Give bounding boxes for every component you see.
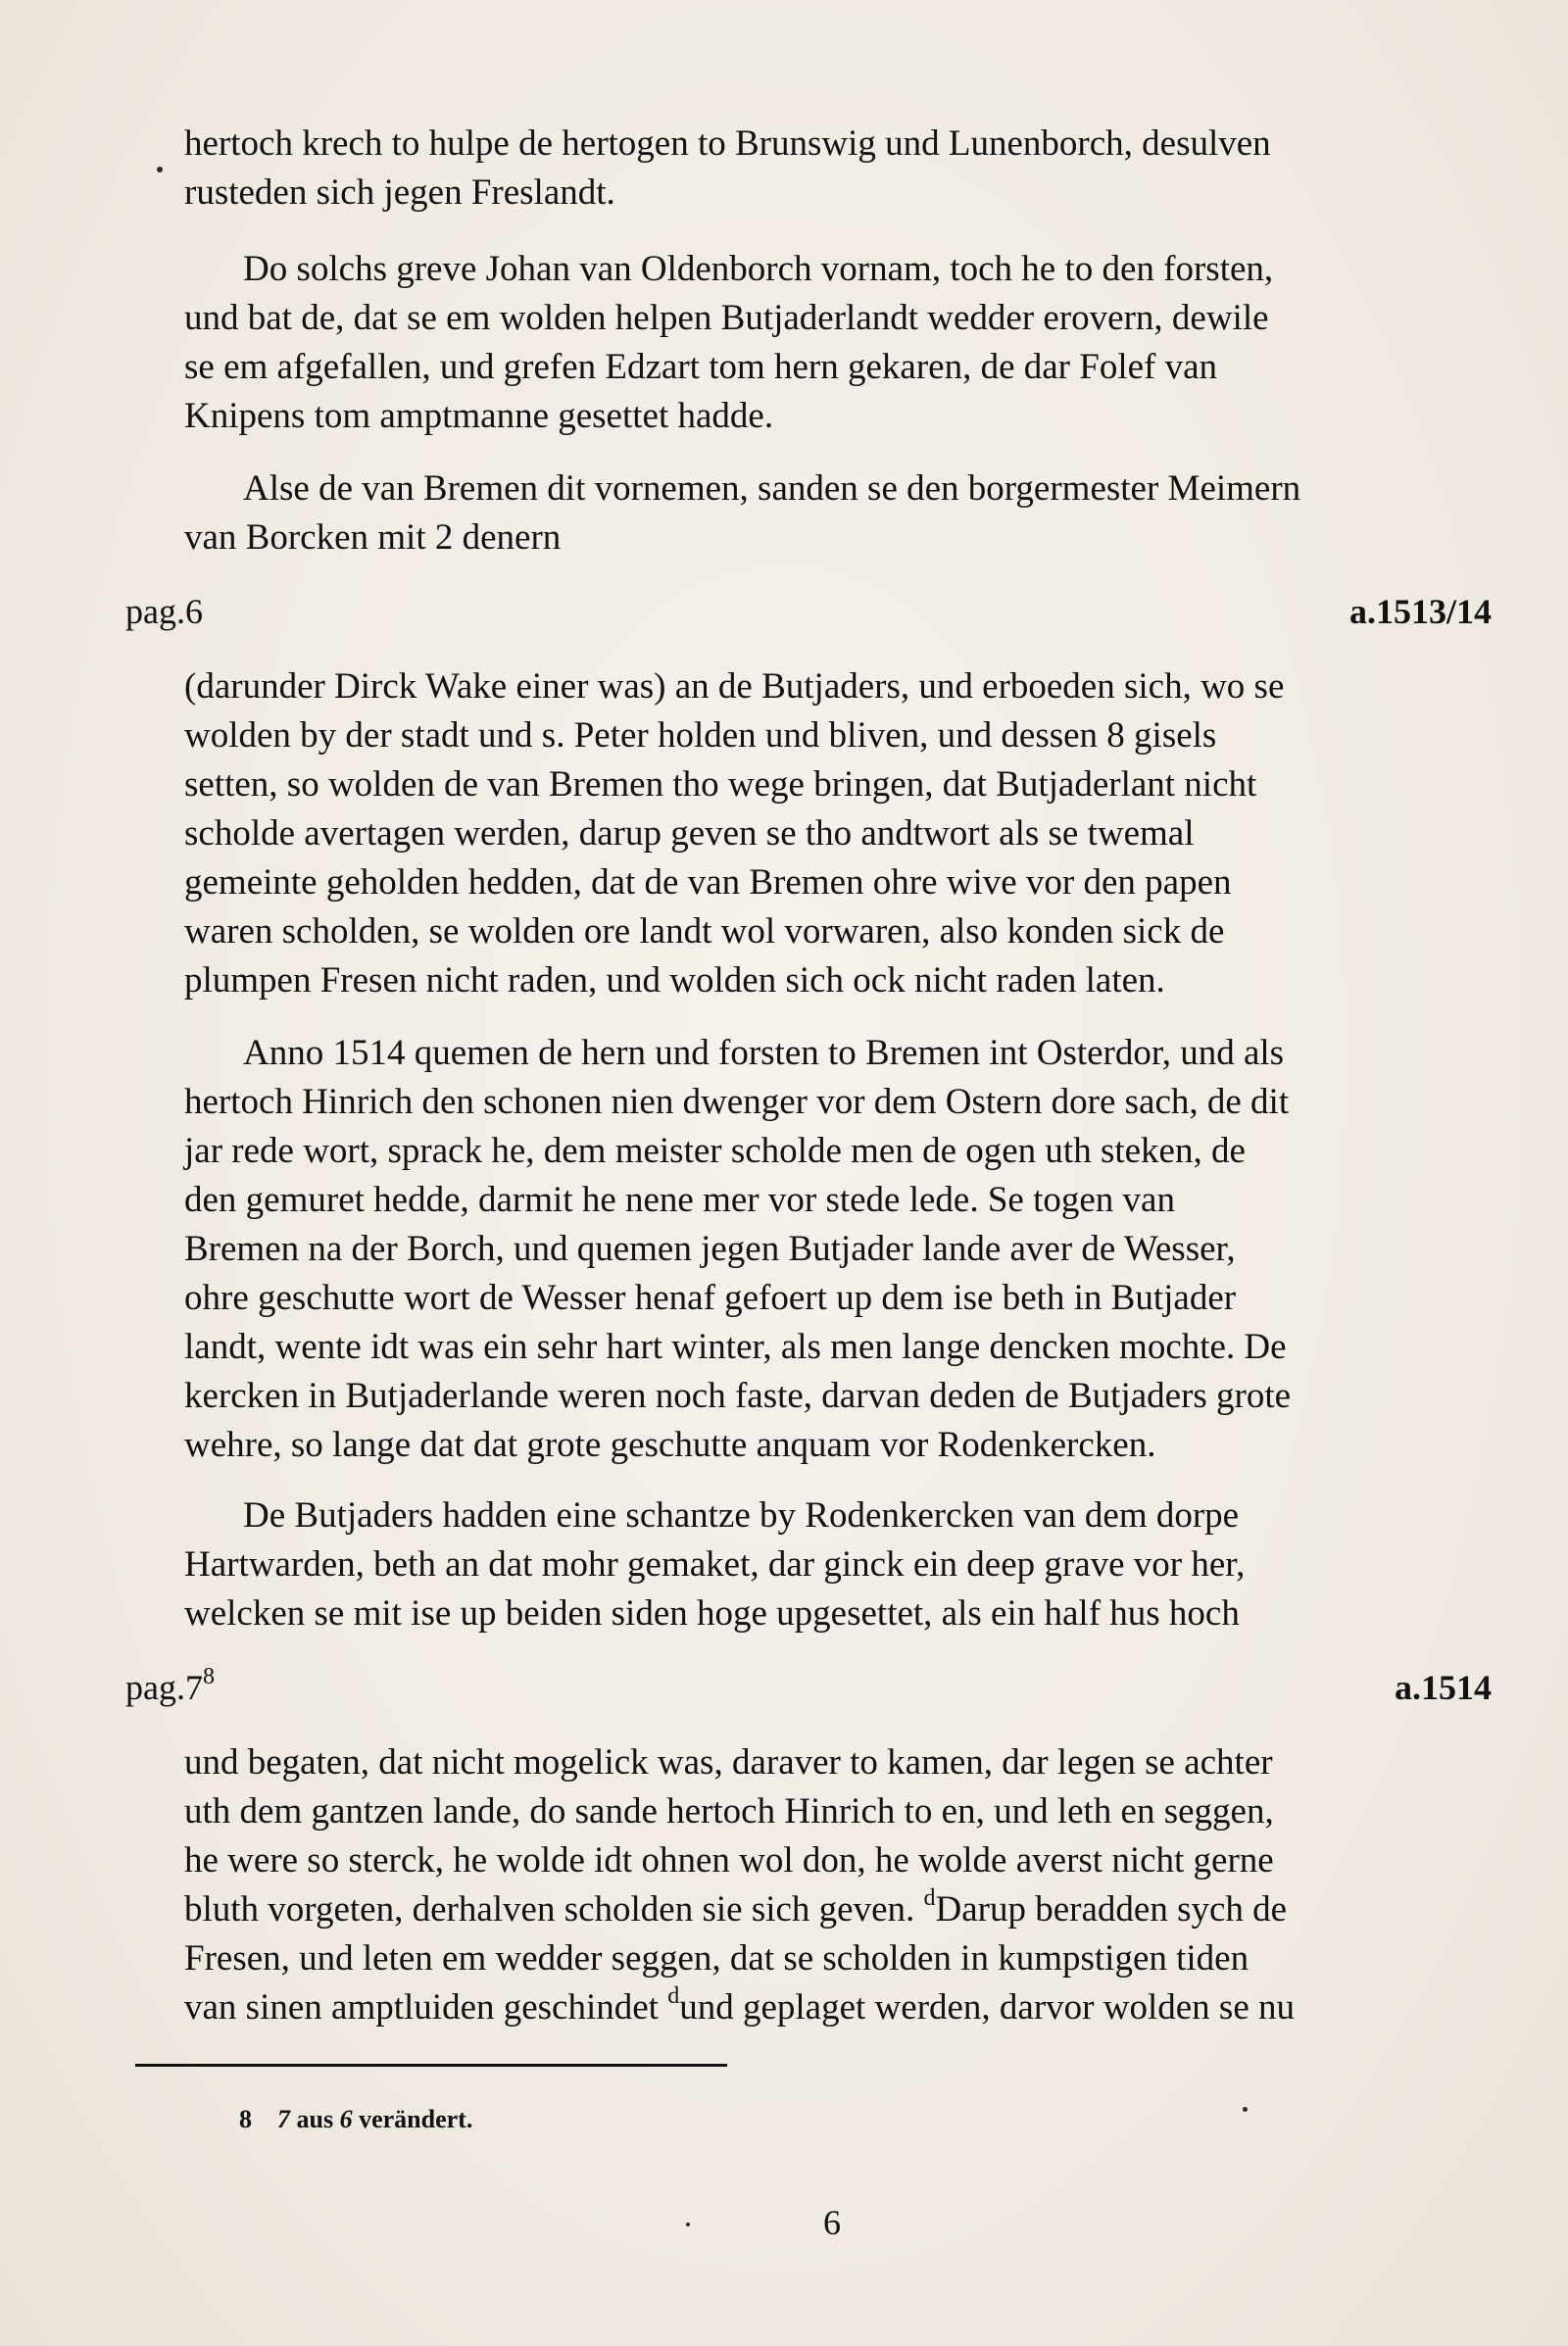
paragraph-4 bbox=[184, 662, 1478, 1005]
footnote-from: 7 bbox=[277, 2105, 290, 2133]
text-line: van Borcken mit 2 denern bbox=[184, 517, 562, 558]
footnote-word: aus bbox=[290, 2105, 340, 2133]
text-line: Fresen, und leten em wedder seggen, dat se scholden in kumpstigen tiden bbox=[184, 1938, 1250, 1979]
footnote-to: 6 bbox=[339, 2105, 353, 2133]
paragraph-2 bbox=[184, 245, 1478, 441]
text-segment: Darup beradden sych de bbox=[935, 1889, 1288, 1930]
text-line: Alse de van Bremen dit vornemen, sanden se den borgermester Meimern bbox=[243, 468, 1301, 509]
text-line: uth dem gantzen lande, do sande hertoch Hinrich to en, und leth en seggen, bbox=[184, 1791, 1274, 1832]
footnote-text: verändert. bbox=[352, 2105, 473, 2133]
text-line: he were so sterck, he wolde idt ohnen wol don, he wolde averst nicht gerne bbox=[184, 1840, 1274, 1881]
text-segment: und geplaget werden, darvor wolden se nu bbox=[679, 1987, 1295, 2028]
text-line: Knipens tom amptmanne gesettet hadde. bbox=[184, 396, 774, 436]
text-line: und bat de, dat se em wolden helpen Butjaderlandt wedder erovern, dewile bbox=[184, 298, 1269, 338]
text-line: wolden by der stadt und s. Peter holden und bliven, und dessen 8 gisels bbox=[184, 715, 1217, 756]
footnote bbox=[239, 2103, 472, 2136]
text-line: und begaten, dat nicht mogelick was, daraver to kamen, dar legen se achter bbox=[184, 1742, 1273, 1783]
page-marker-label: pag.7 bbox=[125, 1668, 203, 1707]
text-line: scholde avertagen werden, darup geven se tho andtwort als se twemal bbox=[184, 813, 1195, 854]
paragraph-3 bbox=[184, 464, 1478, 562]
text-line: ohre geschutte wort de Wesser henaf gefoert up dem ise beth in Butjader bbox=[184, 1278, 1237, 1318]
text-line: landt, wente idt was ein sehr hart winter, als men lange dencken mochte. De bbox=[184, 1327, 1287, 1367]
text-line: gemeinte geholden hedden, dat de van Bremen ohre wive vor den papen bbox=[184, 862, 1232, 903]
text-line: Hartwarden, beth an dat mohr gemaket, dar ginck ein deep grave vor her, bbox=[184, 1544, 1246, 1585]
text-line: Do solchs greve Johan van Oldenborch vornam, toch he to den forsten, bbox=[243, 249, 1274, 289]
page-marker bbox=[125, 1666, 215, 1709]
paragraph-7 bbox=[184, 1738, 1478, 2032]
text-line: (darunder Dirck Wake einer was) an de Butjaders, und erboeden sich, wo se bbox=[184, 666, 1285, 707]
text-line: Anno 1514 quemen de hern und forsten to Bremen int Osterdor, und als bbox=[243, 1033, 1285, 1073]
critical-apparatus-mark: d bbox=[923, 1885, 936, 1911]
text-line: rusteden sich jegen Freslandt. bbox=[184, 172, 615, 213]
footnote-divider bbox=[135, 2064, 727, 2067]
page-number: 6 bbox=[823, 2203, 841, 2242]
text-line: den gemuret hedde, darmit he nene mer vor stede lede. Se togen van bbox=[184, 1180, 1175, 1220]
paragraph-5 bbox=[184, 1029, 1478, 1470]
text-line: jar rede wort, sprack he, dem meister scholde men de ogen uth steken, de bbox=[184, 1131, 1246, 1171]
year-marker: a.1513/14 bbox=[1348, 592, 1492, 631]
critical-apparatus-mark: d bbox=[667, 1983, 680, 2009]
text-line: kercken in Butjaderlande weren noch faste, darvan deden de Butjaders grote bbox=[184, 1376, 1292, 1416]
text-line: waren scholden, se wolden ore landt wol vorwaren, also konden sick de bbox=[184, 911, 1225, 952]
page-marker: pag.6 bbox=[125, 592, 203, 631]
paragraph-1 bbox=[184, 120, 1478, 218]
footnote-number: 8 bbox=[239, 2105, 252, 2133]
paragraph-6 bbox=[184, 1491, 1478, 1638]
text-line: Bremen na der Borch, und quemen jegen Butjader lande aver de Wesser, bbox=[184, 1229, 1236, 1269]
text-line: hertoch Hinrich den schonen nien dwenger vor dem Ostern dore sach, de dit bbox=[184, 1082, 1290, 1122]
footnote-ref: 8 bbox=[202, 1664, 215, 1689]
scan-speck bbox=[157, 167, 163, 172]
scan-speck bbox=[686, 2223, 690, 2226]
text-line: welcken se mit ise up beiden siden hoge upgesettet, als ein half hus hoch bbox=[184, 1593, 1240, 1634]
text-segment: bluth vorgeten, derhalven scholden sie sich geven. bbox=[184, 1889, 924, 1930]
scan-speck bbox=[1243, 2107, 1248, 2112]
text-line: wehre, so lange dat dat grote geschutte anquam vor Rodenkercken. bbox=[184, 1425, 1156, 1465]
text-line: plumpen Fresen nicht raden, und wolden sich ock nicht raden laten. bbox=[184, 960, 1165, 1001]
text-line: se em afgefallen, und grefen Edzart tom hern gekaren, de dar Folef van bbox=[184, 347, 1218, 387]
text-line: hertoch krech to hulpe de hertogen to Brunswig und Lunenborch, desulven bbox=[184, 123, 1271, 164]
text-line: setten, so wolden de van Bremen tho wege bringen, dat Butjaderlant nicht bbox=[184, 764, 1257, 805]
year-marker: a.1514 bbox=[1395, 1668, 1492, 1707]
text-line bbox=[184, 1885, 1478, 1934]
text-segment: van sinen amptluiden geschindet bbox=[184, 1987, 668, 2028]
text-line bbox=[184, 1983, 1478, 2032]
text-line: De Butjaders hadden eine schantze by Rodenkercken van dem dorpe bbox=[243, 1495, 1240, 1536]
